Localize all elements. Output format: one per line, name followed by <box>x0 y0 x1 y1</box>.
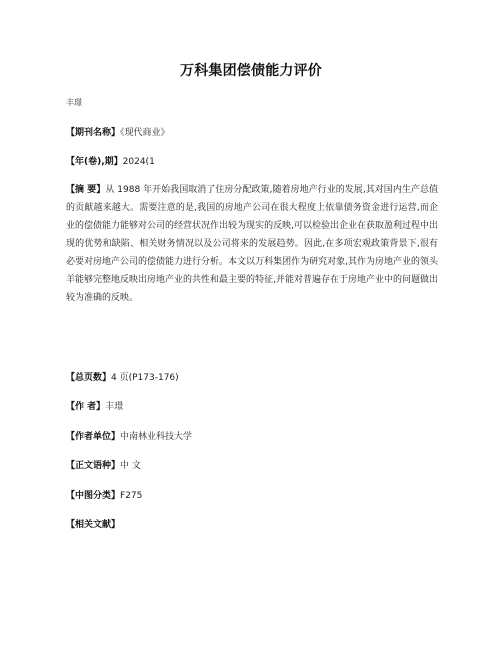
field-value: 2024(1 <box>122 157 155 167</box>
field-author <box>66 398 438 416</box>
field-value: 4 页(P173-176) <box>111 373 179 383</box>
field-year <box>66 153 438 171</box>
field-author-unit <box>66 428 438 446</box>
field-value: 《现代商业》 <box>120 128 170 138</box>
field-pages <box>66 369 438 387</box>
field-value: 中 文 <box>120 461 141 471</box>
author-line: 丰璟 <box>66 98 82 107</box>
field-related-literature <box>66 516 438 534</box>
field-language <box>66 457 438 475</box>
abstract-text: 从 1988 年开始我国取消了住房分配政策,随着房地产行业的发展,其对国内生产总值的贡献越来越大。需要注意的是,我国的房地产公司在很大程度上依靠债务资金进行运营,而企业的偿债能力能够对公司的经营状况作出较为现实的反映,可以检验出企业在获取盈利过程中出现的优势和缺陷、相关财务情况以及公司将来的发展趋势。因此,在多项宏观政策背景下,很有必要对房地产公司的偿债能力进行分析。本文以万科集团作为研究对象,其作为房地产业的领头羊能够完整地反映出房地产业的共性和最主要的特征,并能对普遍存在于房地产业中的问题做出较为准确的反映。 <box>66 185 438 303</box>
field-label: 【中图分类】 <box>66 491 121 501</box>
field-journal <box>66 124 438 142</box>
field-label: 【摘 要】 <box>66 185 106 195</box>
field-label: 【作者单位】 <box>66 432 121 442</box>
field-label: 【作 者】 <box>66 402 106 412</box>
field-label: 【正文语种】 <box>66 461 121 471</box>
field-label: 【相关文献】 <box>66 520 121 530</box>
document-title: 万科集团偿债能力评价 <box>180 63 322 79</box>
field-value: 中南林业科技大学 <box>120 432 193 442</box>
field-value: 丰璟 <box>105 402 124 412</box>
field-label: 【年(卷),期】 <box>66 157 123 167</box>
field-label: 【期刊名称】 <box>66 128 121 138</box>
field-label: 【总页数】 <box>66 373 112 383</box>
field-classification <box>66 487 438 505</box>
field-value: F275 <box>120 491 143 501</box>
field-abstract <box>66 181 438 307</box>
